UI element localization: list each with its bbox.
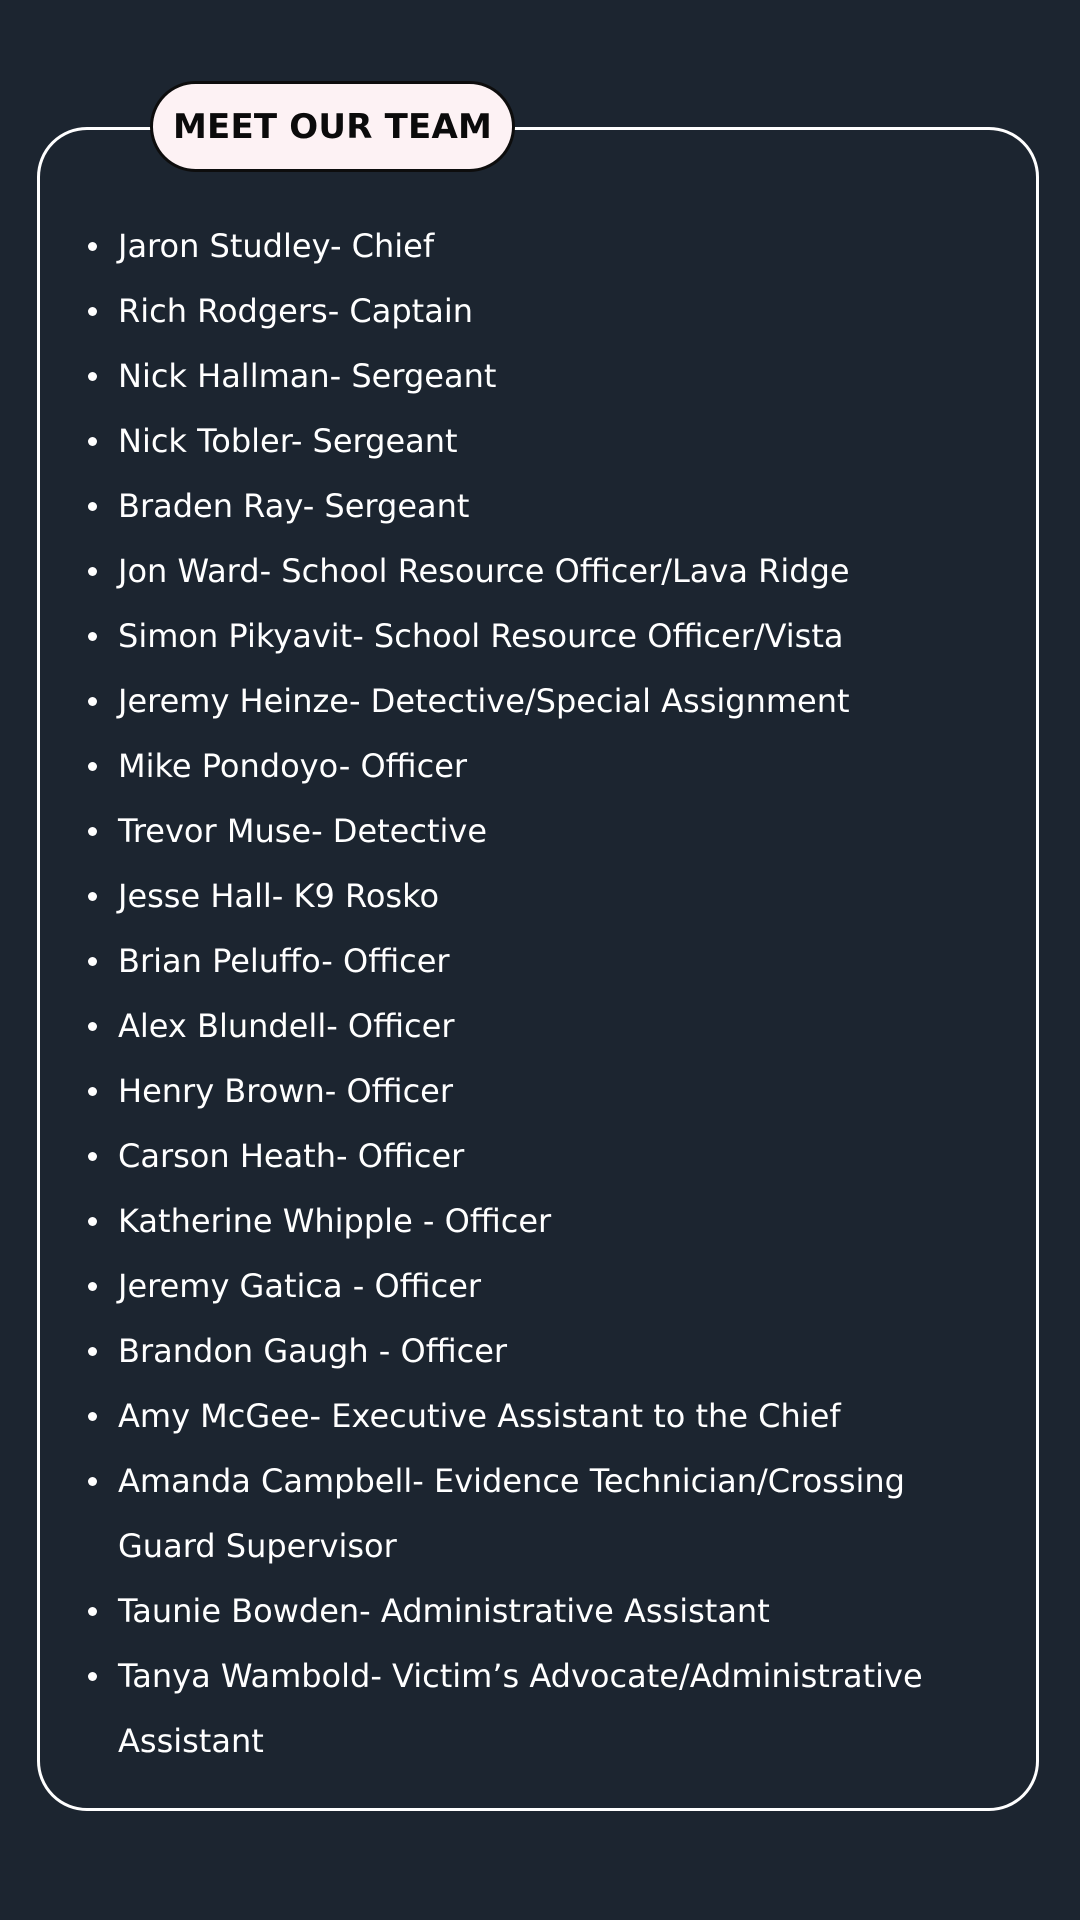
member-text: Taunie Bowden- Administrative Assistant: [118, 1592, 770, 1630]
list-item: [0, 214, 1080, 279]
list-item: [0, 604, 1080, 669]
list-item: [0, 1384, 1080, 1449]
bullet-icon: [88, 1152, 97, 1161]
list-item: [0, 409, 1080, 474]
member-text: Carson Heath- Officer: [118, 1137, 465, 1175]
bullet-icon: [88, 762, 97, 771]
bullet-icon: [88, 697, 97, 706]
bullet-icon: [88, 1217, 97, 1226]
bullet-icon: [88, 827, 97, 836]
member-text: Jeremy Heinze- Detective/Special Assignment: [118, 682, 850, 720]
member-text: Jesse Hall- K9 Rosko: [118, 877, 440, 915]
page-title: MEET OUR TEAM: [150, 81, 515, 172]
member-text: Tanya Wambold- Victim’s Advocate/Administrative Assistant: [118, 1657, 923, 1760]
list-item: [0, 1319, 1080, 1384]
list-item: [0, 1644, 1080, 1774]
team-list: [0, 214, 1080, 1774]
bullet-icon: [88, 502, 97, 511]
bullet-icon: [88, 437, 97, 446]
bullet-icon: [88, 957, 97, 966]
member-text: Alex Blundell- Officer: [118, 1007, 455, 1045]
bullet-icon: [88, 1022, 97, 1031]
member-text: Braden Ray- Sergeant: [118, 487, 470, 525]
member-text: Amy McGee- Executive Assistant to the Chief: [118, 1397, 841, 1435]
list-item: [0, 734, 1080, 799]
bullet-icon: [88, 567, 97, 576]
list-item: [0, 539, 1080, 604]
member-text: Mike Pondoyo- Officer: [118, 747, 468, 785]
bullet-icon: [88, 1347, 97, 1356]
member-text: Nick Tobler- Sergeant: [118, 422, 458, 460]
list-item: [0, 474, 1080, 539]
list-item: [0, 929, 1080, 994]
bullet-icon: [88, 1477, 97, 1486]
bullet-icon: [88, 1412, 97, 1421]
member-text: Nick Hallman- Sergeant: [118, 357, 497, 395]
bullet-icon: [88, 1672, 97, 1681]
list-item: [0, 1254, 1080, 1319]
list-item: [0, 1059, 1080, 1124]
list-item: [0, 1579, 1080, 1644]
list-item: [0, 669, 1080, 734]
member-text: Amanda Campbell- Evidence Technician/Crossing Guard Supervisor: [118, 1462, 905, 1565]
list-item: [0, 1124, 1080, 1189]
member-text: Jaron Studley- Chief: [118, 227, 435, 265]
list-item: [0, 1189, 1080, 1254]
bullet-icon: [88, 1087, 97, 1096]
bullet-icon: [88, 372, 97, 381]
bullet-icon: [88, 1282, 97, 1291]
member-text: Brandon Gaugh - Officer: [118, 1332, 508, 1370]
bullet-icon: [88, 632, 97, 641]
member-text: Katherine Whipple - Officer: [118, 1202, 552, 1240]
bullet-icon: [88, 892, 97, 901]
member-text: Rich Rodgers- Captain: [118, 292, 473, 330]
bullet-icon: [88, 307, 97, 316]
bullet-icon: [88, 242, 97, 251]
list-item: [0, 279, 1080, 344]
list-item: [0, 864, 1080, 929]
member-text: Jeremy Gatica - Officer: [118, 1267, 482, 1305]
list-item: [0, 344, 1080, 409]
member-text: Trevor Muse- Detective: [118, 812, 488, 850]
bullet-icon: [88, 1607, 97, 1616]
member-text: Simon Pikyavit- School Resource Officer/Vista: [118, 617, 844, 655]
list-item: [0, 994, 1080, 1059]
list-item: [0, 1449, 1080, 1579]
member-text: Henry Brown- Officer: [118, 1072, 454, 1110]
list-item: [0, 799, 1080, 864]
member-text: Brian Peluffo- Officer: [118, 942, 450, 980]
member-text: Jon Ward- School Resource Officer/Lava Ridge: [118, 552, 850, 590]
